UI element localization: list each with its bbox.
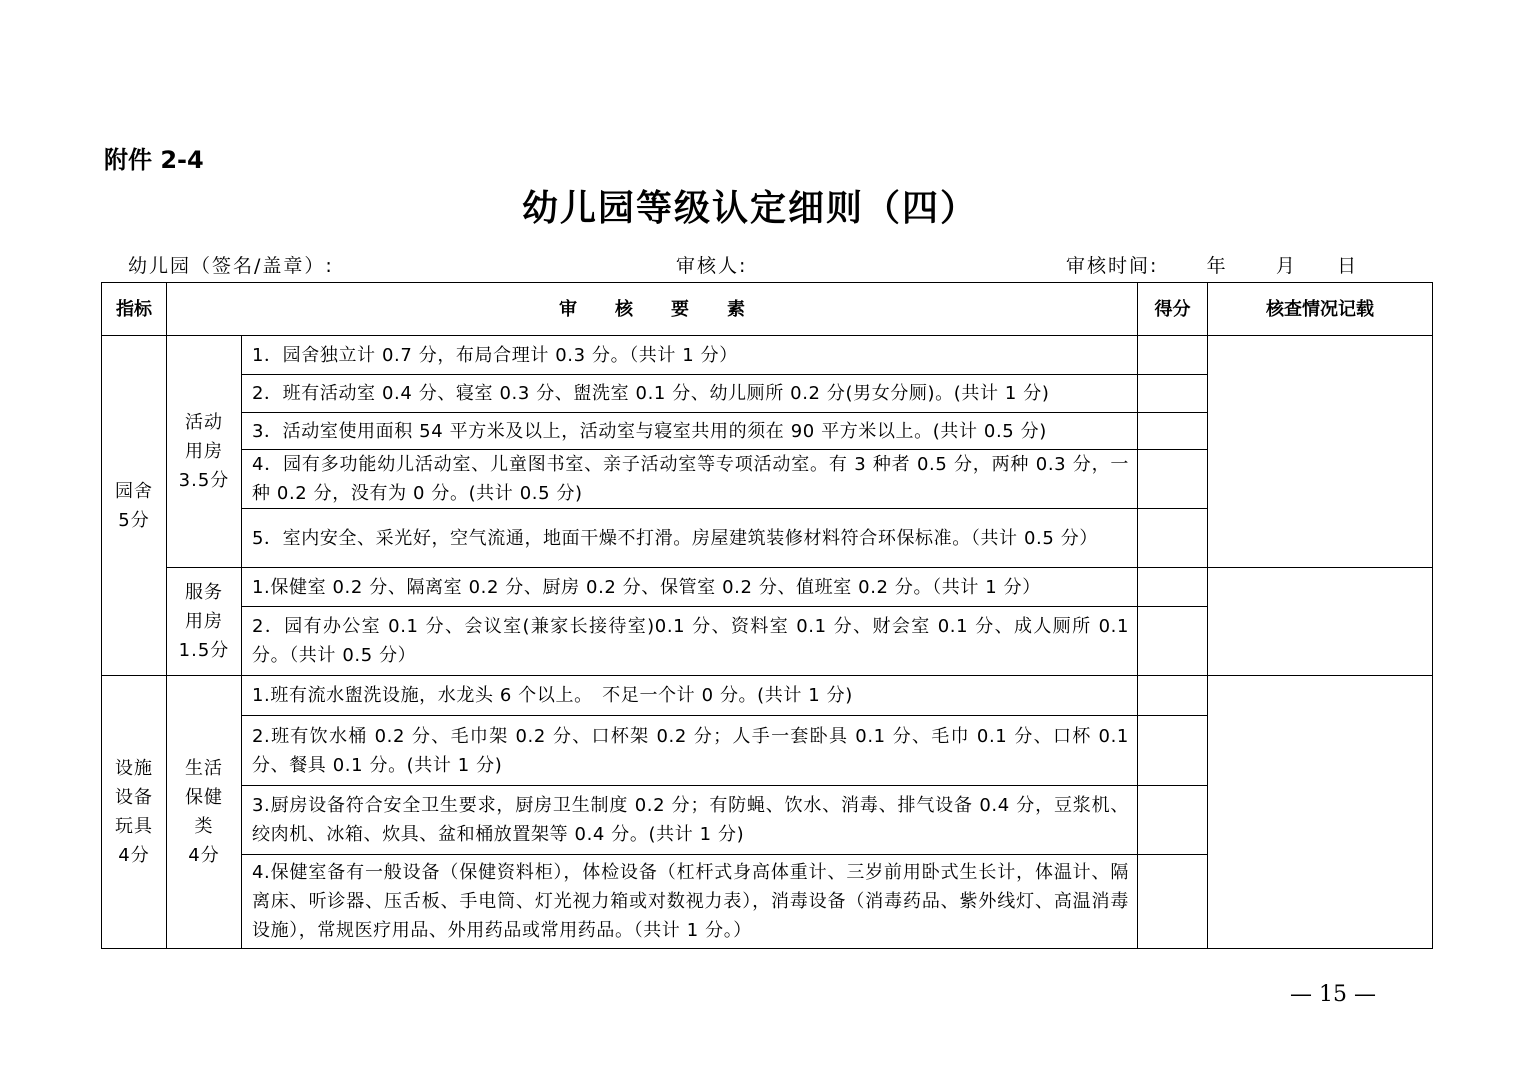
header-record: 核查情况记载: [1208, 283, 1433, 336]
table-row: [102, 568, 1433, 607]
review-item: 1.保健室 0.2 分、隔离室 0.2 分、厨房 0.2 分、保管室 0.2 分、值班室 0.2 分。（共计 1 分）: [242, 568, 1138, 607]
category-label: 设施 设备 玩具 4分: [115, 758, 153, 866]
subcategory-service-rooms: [167, 568, 242, 676]
review-item: 4.保健室备有一般设备（保健资料柜），体检设备（杠杆式身高体重计、三岁前用卧式生长计，体温计、隔离床、听诊器、压舌板、手电筒、灯光视力箱或对数视力表），消毒设备（消毒药品、紫外线灯、高温消毒设施），常规医疗用品、外用药品或常用药品。（共计 1 分。）: [242, 855, 1138, 949]
score-cell[interactable]: [1138, 786, 1208, 855]
subcategory-health-care: [167, 676, 242, 949]
review-item: 4．园有多功能幼儿活动室、儿童图书室、亲子活动室等专项活动室。有 3 种者 0.5 分，两种 0.3 分，一种 0.2 分，没有为 0 分。(共计 0.5 分): [242, 450, 1138, 509]
header-score: 得分: [1138, 283, 1208, 336]
assessment-table: [101, 282, 1433, 949]
attachment-label: 附件 2-4: [104, 146, 204, 174]
score-cell[interactable]: [1138, 450, 1208, 509]
score-cell[interactable]: [1138, 607, 1208, 676]
kindergarten-signature-label: 幼儿园（签名/盖章）:: [128, 255, 334, 277]
review-item: 1.班有流水盥洗设施，水龙头 6 个以上。 不足一个计 0 分。(共计 1 分): [242, 676, 1138, 716]
subcategory-label: 活动 用房 3.5分: [178, 412, 230, 491]
score-cell[interactable]: [1138, 375, 1208, 413]
score-cell[interactable]: [1138, 336, 1208, 375]
record-cell[interactable]: [1208, 676, 1433, 949]
review-item: 2.班有饮水桶 0.2 分、毛巾架 0.2 分、口杯架 0.2 分；人手一套卧具 0.1 分、毛巾 0.1 分、口杯 0.1 分、餐具 0.1 分。(共计 1 分): [242, 716, 1138, 786]
subcategory-label: 服务 用房 1.5分: [178, 582, 230, 661]
record-cell[interactable]: [1208, 336, 1433, 568]
year-label: 年: [1206, 255, 1228, 277]
review-item: 2．班有活动室 0.4 分、寝室 0.3 分、盥洗室 0.1 分、幼儿厕所 0.2 分(男女分厕)。(共计 1 分): [242, 375, 1138, 413]
score-cell[interactable]: [1138, 413, 1208, 450]
score-cell[interactable]: [1138, 716, 1208, 786]
review-item: 3．活动室使用面积 54 平方米及以上，活动室与寝室共用的须在 90 平方米以上。(共计 0.5 分): [242, 413, 1138, 450]
page-title: 幼儿园等级认定细则（四）: [521, 188, 978, 229]
month-label: 月: [1275, 255, 1297, 277]
score-cell[interactable]: [1138, 676, 1208, 716]
review-item: 1．园舍独立计 0.7 分，布局合理计 0.3 分。（共计 1 分）: [242, 336, 1138, 375]
table-row: [102, 336, 1433, 375]
header-indicator: 指标: [102, 283, 167, 336]
subcategory-label: 生活 保健 类 4分: [185, 758, 223, 866]
page-number: — 15 —: [1290, 982, 1376, 1007]
score-cell[interactable]: [1138, 509, 1208, 568]
category-campus: [102, 336, 167, 676]
category-label: 园舍 5分: [115, 480, 153, 531]
reviewer-label: 审核人:: [676, 255, 748, 277]
review-item: 3.厨房设备符合安全卫生要求，厨房卫生制度 0.2 分；有防蝇、饮水、消毒、排气设备 0.4 分，豆浆机、绞肉机、冰箱、炊具、盆和桶放置架等 0.4 分。(共计 1 分): [242, 786, 1138, 855]
category-facilities: [102, 676, 167, 949]
review-time: [1066, 251, 1358, 278]
score-cell[interactable]: [1138, 568, 1208, 607]
review-item: 5．室内安全、采光好，空气流通，地面干燥不打滑。房屋建筑装修材料符合环保标准。（共计 0.5 分）: [242, 509, 1138, 568]
table-row: [102, 676, 1433, 716]
score-cell[interactable]: [1138, 855, 1208, 949]
review-item: 2．园有办公室 0.1 分、会议室(兼家长接待室)0.1 分、资料室 0.1 分、财会室 0.1 分、成人厕所 0.1 分。（共计 0.5 分）: [242, 607, 1138, 676]
table-header-row: [102, 283, 1433, 336]
subcategory-activity-rooms: [167, 336, 242, 568]
record-cell[interactable]: [1208, 568, 1433, 676]
review-time-label: 审核时间:: [1066, 255, 1159, 277]
day-label: 日: [1337, 255, 1359, 277]
header-elements: 审核要素: [167, 283, 1138, 336]
